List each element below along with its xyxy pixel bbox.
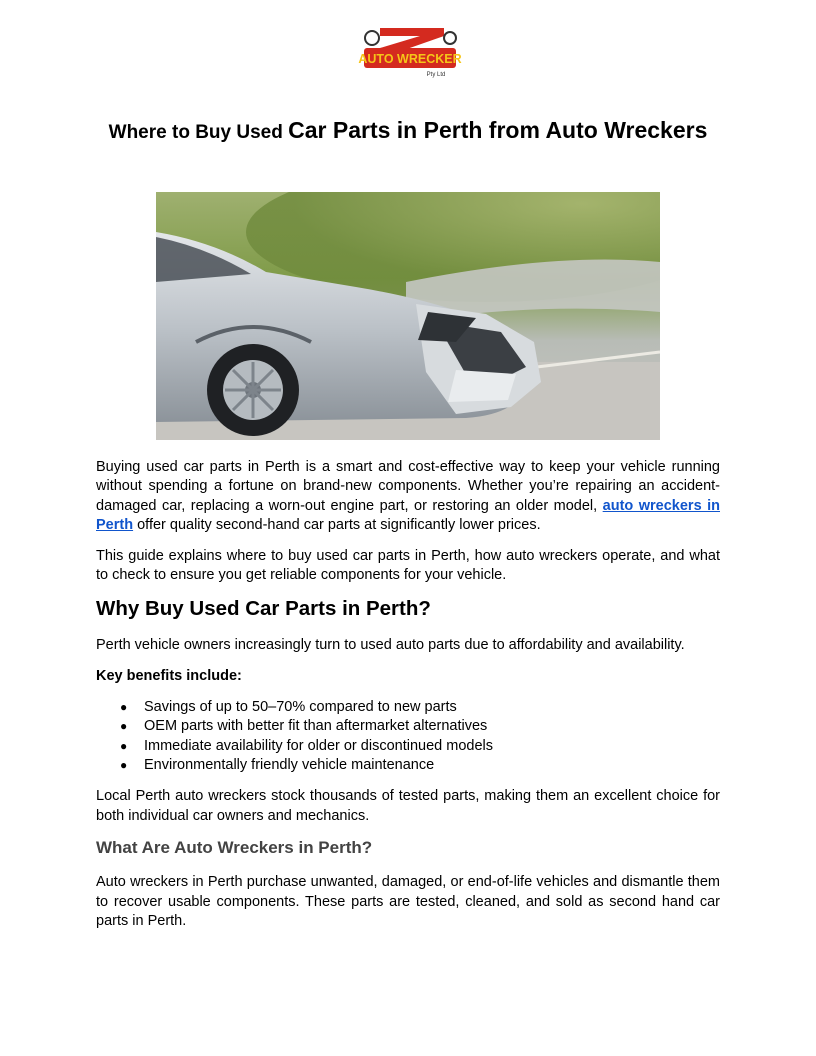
bullet-icon: ●	[120, 699, 128, 714]
logo-sub: Pty Ltd	[426, 72, 446, 78]
what-are-paragraph: Auto wreckers in Perth purchase unwanted, damaged, or end-of-life vehicles and dismantle them to recover usable components. These parts are tested, cleaned, and sold as second hand car parts in Perth.	[96, 874, 720, 930]
section-heading-what-are: What Are Auto Wreckers in Perth?	[96, 838, 373, 858]
list-item	[96, 756, 720, 775]
bullet-icon: ●	[120, 758, 128, 773]
logo-wordmark: AUTO WRECKER	[358, 52, 462, 66]
local-wreckers-paragraph: Local Perth auto wreckers stock thousands of tested parts, making them an excellent choice for both individual car owners and mechanics.	[96, 788, 720, 824]
benefit-text: Savings of up to 50–70% compared to new parts	[144, 698, 457, 715]
intro-text-before-link: Buying used car parts in Perth is a smart and cost-effective way to keep your vehicle running without spending a fortune on brand-new components. Whether you’re repairing an accident-damaged car, replacing a worn-out engine part, or restoring an older model,	[96, 459, 720, 514]
intro-text-after-link: offer quality second-hand car parts at significantly lower prices.	[133, 517, 541, 534]
logo-graphic	[358, 26, 462, 80]
benefit-text: OEM parts with better fit than aftermarket alternatives	[144, 718, 488, 735]
article-body	[96, 458, 720, 943]
list-item	[96, 717, 720, 736]
intro-paragraph-1	[96, 458, 720, 536]
company-logo	[358, 26, 462, 80]
page-title-part1: Where to Buy Used	[108, 122, 289, 143]
key-benefits-label: Key benefits include:	[96, 667, 242, 684]
page-title	[96, 110, 720, 150]
benefit-text: Immediate availability for older or discontinued models	[144, 737, 493, 754]
list-item	[96, 698, 720, 717]
auto-wreckers-link[interactable]: auto wreckers in Perth	[96, 497, 720, 534]
section-heading-why-buy: Why Buy Used Car Parts in Perth?	[96, 597, 431, 621]
bullet-icon: ●	[120, 738, 128, 753]
list-item	[96, 737, 720, 756]
bullet-icon: ●	[120, 719, 128, 734]
benefits-list	[96, 698, 720, 776]
why-buy-paragraph: Perth vehicle owners increasingly turn to used auto parts due to affordability and availability.	[96, 637, 685, 654]
benefit-text: Environmentally friendly vehicle maintenance	[144, 757, 435, 774]
intro-paragraph-2: This guide explains where to buy used car parts in Perth, how auto wreckers operate, and what to check to ensure you get reliable components for your vehicle.	[96, 547, 720, 584]
page-title-part2: Car Parts in Perth from Auto Wreckers	[288, 117, 708, 143]
hero-image-damaged-car	[156, 192, 660, 440]
